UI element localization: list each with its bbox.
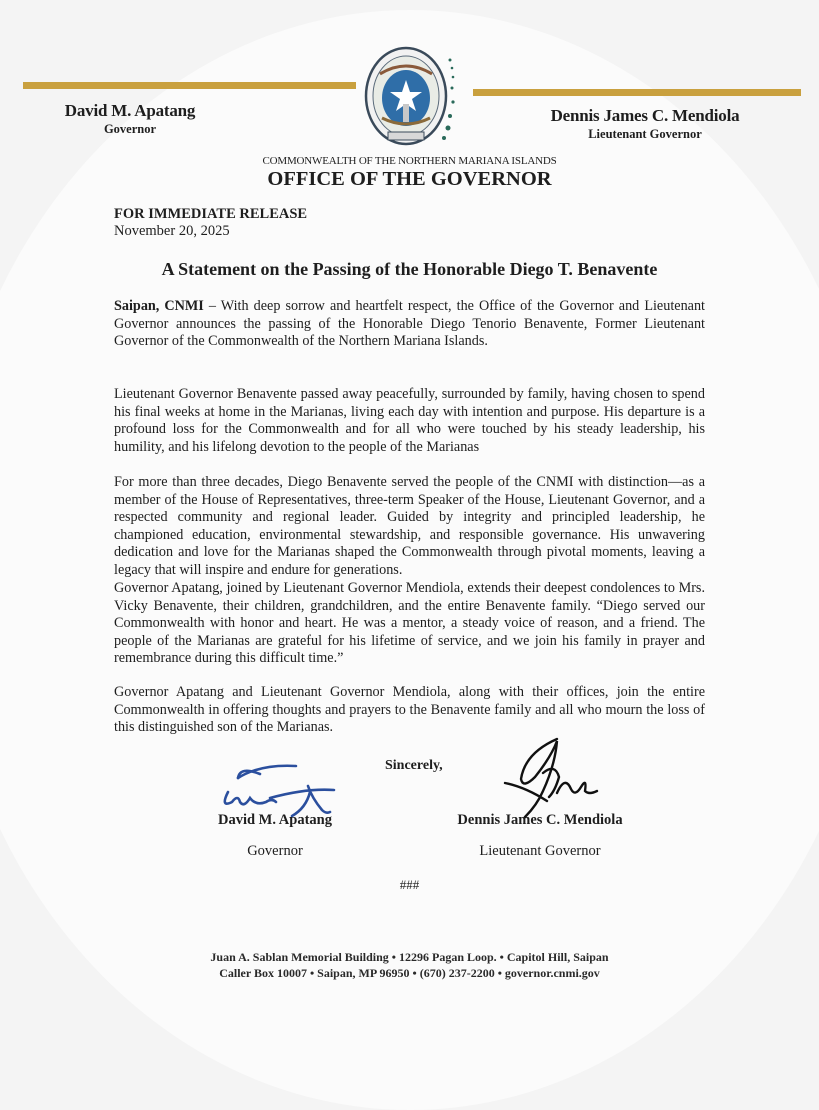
- release-label: FOR IMMEDIATE RELEASE: [114, 206, 308, 222]
- lt-governor-signature-icon: [495, 735, 605, 820]
- lt-governor-title: Lieutenant Governor: [588, 127, 702, 141]
- dateline: Saipan, CNMI: [114, 298, 204, 314]
- headline: A Statement on the Passing of the Honorable Diego T. Benavente: [161, 259, 658, 279]
- end-mark: ###: [399, 877, 420, 892]
- commonwealth-heading: COMMONWEALTH OF THE NORTHERN MARIANA ISLANDS: [262, 155, 557, 167]
- gold-rule-left: [23, 82, 356, 89]
- paragraph-2: Lieutenant Governor Benavente passed away peacefully, surrounded by family, having chosen to spend his final weeks at home in the Marianas, living each day with intention and purpose. His departure is a profound loss for the Commonwealth and for all who were touched by his steady leadership, his humility, and his lifelong devotion to the people of the Marianas: [114, 386, 705, 455]
- official-seal-icon: [358, 44, 462, 148]
- letterhead-lt-governor: [530, 106, 760, 142]
- signature-block-governor: [200, 812, 350, 860]
- paragraph-1: [114, 298, 705, 351]
- signature-block-lt-governor: [440, 812, 640, 860]
- office-heading: OFFICE OF THE GOVERNOR: [267, 168, 552, 190]
- paragraph-5: Governor Apatang and Lieutenant Governor Mendiola, along with their offices, join the entire Commonwealth in offering thoughts and prayers to the Benavente family and all who mourn the loss of this distinguished son of the Marianas.: [114, 684, 705, 736]
- governor-title: Governor: [103, 122, 157, 136]
- paragraph-4: Governor Apatang, joined by Lieutenant Governor Mendiola, extends their deepest condolences to Mrs. Vicky Benavente, their children, grandchildren, and the entire Benavente family. “Diego served our Commonwealth with honor and heart. He was a mentor, a steady voice of reason, and a friend. The people of the Marianas are grateful for his lifetime of service, and we join his family in prayer and remembrance during this difficult time.”: [114, 580, 705, 667]
- signer-1-title: Governor: [247, 843, 303, 859]
- governor-signature-icon: [210, 758, 350, 820]
- signer-2-title: Lieutenant Governor: [479, 843, 601, 859]
- gold-rule-right: [473, 89, 801, 96]
- paragraph-3: For more than three decades, Diego Benavente served the people of the CNMI with distinction—as a member of the House of Representatives, three-term Speaker of the House, Lieutenant Governor, and a respected community and regional leader. Guided by integrity and principled leadership, he championed education, environmental stewardship, and responsible governance. His unwavering dedication and love for the Marianas shaped the Commonwealth through pivotal moments, leaving a legacy that will inspire and endure for generations.: [114, 474, 705, 578]
- release-date: November 20, 2025: [114, 223, 230, 239]
- footer-address: Juan A. Sablan Memorial Building • 12296 Pagan Loop. • Capitol Hill, Saipan: [210, 950, 609, 964]
- governor-name: David M. Apatang: [64, 101, 196, 120]
- lt-governor-name: Dennis James C. Mendiola: [550, 106, 740, 125]
- letterhead-governor: [40, 101, 220, 137]
- closing-sincerely: Sincerely,: [385, 758, 443, 773]
- signer-1-name: David M. Apatang: [217, 812, 332, 828]
- paragraph-1-text: – With deep sorrow and heartfelt respect, the Office of the Governor and Lieutenant Governor announces the passing of the Honorable Diego Tenorio Benavente, Former Lieutenant Governor of the Commonwealth of the Northern Mariana Islands.: [114, 298, 705, 350]
- footer-contact: Caller Box 10007 • Saipan, MP 96950 • (670) 237-2200 • governor.cnmi.gov: [219, 966, 600, 980]
- signer-2-name: Dennis James C. Mendiola: [457, 812, 623, 828]
